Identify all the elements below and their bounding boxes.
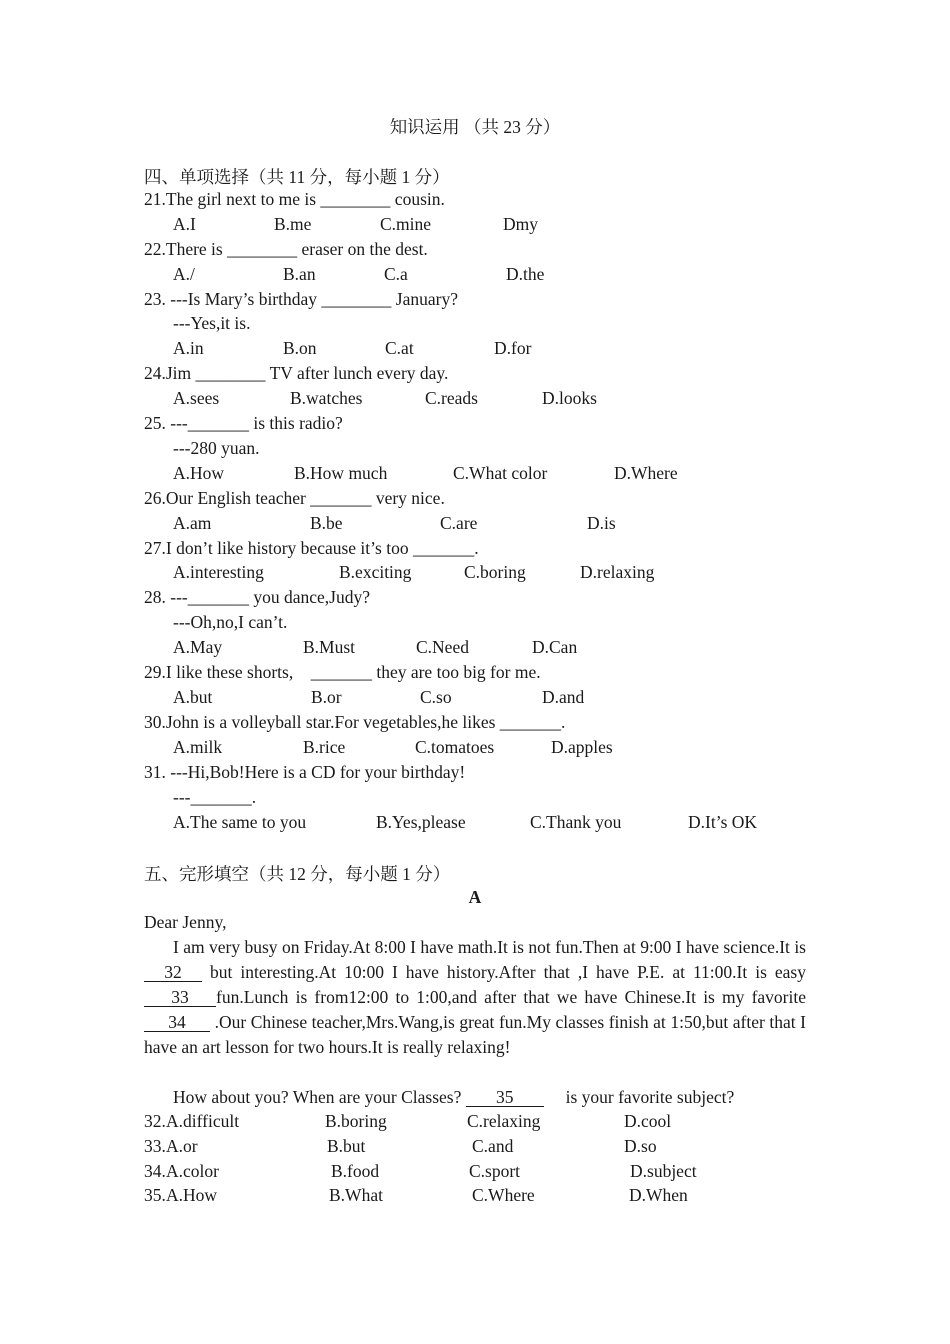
question-26-stem: 26.Our English teacher _______ very nice. [144,488,445,508]
question-24-option-c: C.reads [425,388,478,408]
question-22-option-d: D.the [506,264,545,284]
question-29-option-d: D.and [542,687,585,707]
question-21-option-c: C.mine [380,214,432,234]
question-25-reply: ---280 yuan. [173,438,260,458]
question-31-option-a: A.The same to you [173,812,307,832]
question-31-option-c: C.Thank you [530,812,622,832]
question-35-option-d: D.When [629,1185,688,1205]
question-28-stem: 28. ---_______ you dance,Judy? [144,587,370,607]
question-21-option-a: A.I [173,214,196,234]
question-22-option-c: C.a [384,264,408,284]
letter-salutation: Dear Jenny, [144,912,227,932]
question-28-option-d: D.Can [532,637,578,657]
question-32-option-b: B.boring [325,1111,387,1131]
question-21-stem: 21.The girl next to me is ________ cousin. [144,189,445,209]
blank-34: 34 [144,1013,210,1032]
question-27-option-d: D.relaxing [580,562,655,582]
question-32-option-c: C.relaxing [467,1111,541,1131]
question-30-option-b: B.rice [303,737,346,757]
question-23-reply: ---Yes,it is. [173,313,251,333]
section-5-heading: 五、完形填空（共 12 分，每小题 1 分） [144,864,451,884]
section-4-heading: 四、单项选择（共 11 分，每小题 1 分） [144,167,450,187]
question-33-option-d: D.so [624,1136,657,1156]
question-25-option-c: C.What color [453,463,548,483]
question-34-option-a: A.color [166,1161,219,1181]
page-title: 知识运用 （共 23 分） [389,117,561,137]
blank-33: 33 [144,988,216,1007]
passage-text: How about you? When are your Classes? [173,1087,466,1107]
question-29-stem: 29.I like these shorts, _______ they are too big for me. [144,662,541,682]
question-31-reply: ---_______. [173,787,257,807]
question-23-option-d: D.for [494,338,532,358]
question-33-option-b: B.but [327,1136,366,1156]
question-34-number: 34. [144,1161,166,1181]
question-28-reply: ---Oh,no,I can’t. [173,612,288,632]
question-33-option-c: C.and [472,1136,514,1156]
question-31-option-d: D.It’s OK [688,812,758,832]
passage-text: but interesting.At 10:00 I have history.After that ,I have P.E. at 11:00.It is easy [202,962,806,982]
question-22-option-b: B.an [283,264,316,284]
question-23-option-c: C.at [385,338,414,358]
question-24-option-b: B.watches [290,388,363,408]
question-24-stem: 24.Jim ________ TV after lunch every day. [144,363,449,383]
question-29-option-b: B.or [311,687,342,707]
question-28-option-b: B.Must [303,637,356,657]
question-24-option-d: D.looks [542,388,597,408]
question-34-option-d: D.subject [630,1161,697,1181]
question-30-option-a: A.milk [173,737,223,757]
question-31-option-b: B.Yes,please [376,812,466,832]
question-23-option-a: A.in [173,338,204,358]
question-33-option-a: A.or [166,1136,198,1156]
question-29-option-c: C.so [420,687,452,707]
question-27-stem: 27.I don’t like history because it’s too _______. [144,538,479,558]
question-32-number: 32. [144,1111,166,1131]
question-35-option-c: C.Where [472,1185,535,1205]
question-23-stem: 23. ---Is Mary’s birthday ________ January? [144,289,458,309]
question-32-option-d: D.cool [624,1111,672,1131]
question-30-option-d: D.apples [551,737,613,757]
question-26-option-a: A.am [173,513,212,533]
question-25-option-a: A.How [173,463,225,483]
question-22-stem: 22.There is ________ eraser on the dest. [144,239,428,259]
question-27-option-a: A.interesting [173,562,264,582]
blank-35: 35 [466,1088,544,1107]
question-25-option-b: B.How much [294,463,388,483]
question-23-option-b: B.on [283,338,317,358]
question-30-stem: 30.John is a volleyball star.For vegetables,he likes _______. [144,712,566,732]
question-26-option-d: D.is [587,513,616,533]
question-31-stem: 31. ---Hi,Bob!Here is a CD for your birthday! [144,762,466,782]
question-29-option-a: A.but [173,687,213,707]
passage-text: .Our Chinese teacher,Mrs.Wang,is great fun.My classes finish at 1:50,but after that I have an art lesson for two hours.It is really relaxing! [144,1012,806,1057]
blank-32: 32 [144,963,202,982]
passage-label: A [468,887,482,907]
question-25-stem: 25. ---_______ is this radio? [144,413,343,433]
question-27-option-b: B.exciting [339,562,412,582]
question-26-option-c: C.are [440,513,478,533]
passage-text: I am very busy on Friday.At 8:00 I have math.It is not fun.Then at 9:00 I have science.It is [173,937,806,957]
question-35-number: 35. [144,1185,166,1205]
question-28-option-a: A.May [173,637,223,657]
question-21-option-d: Dmy [503,214,538,234]
question-25-option-d: D.Where [614,463,678,483]
passage-paragraph-1 [144,935,806,1060]
question-26-option-b: B.be [310,513,343,533]
question-35-option-a: A.How [166,1185,218,1205]
passage-text: fun.Lunch is from12:00 to 1:00,and after that we have Chinese.It is my favorite [216,987,806,1007]
question-34-option-c: C.sport [469,1161,521,1181]
question-35-option-b: B.What [329,1185,383,1205]
question-33-number: 33. [144,1136,166,1156]
passage-text: is your favorite subject? [561,1087,735,1107]
question-22-option-a: A./ [173,264,195,284]
question-21-option-b: B.me [274,214,312,234]
passage-paragraph-2 [144,1085,806,1110]
question-34-option-b: B.food [331,1161,380,1181]
question-28-option-c: C.Need [416,637,469,657]
question-27-option-c: C.boring [464,562,526,582]
question-24-option-a: A.sees [173,388,220,408]
question-32-option-a: A.difficult [166,1111,240,1131]
question-30-option-c: C.tomatoes [415,737,495,757]
